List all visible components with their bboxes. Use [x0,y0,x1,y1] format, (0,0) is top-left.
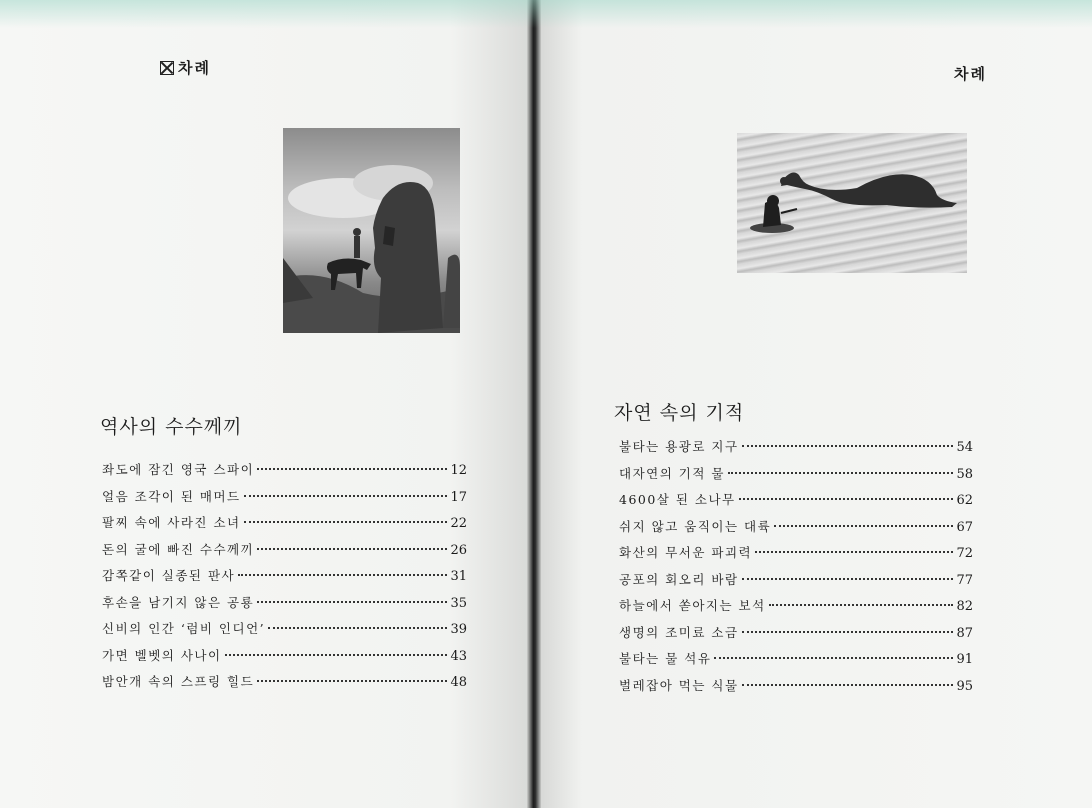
right-running-head: 차례 [954,65,987,83]
toc-leader-dots [739,498,954,500]
toc-entry-page: 72 [956,546,973,561]
toc-entry[interactable] [619,543,973,570]
toc-entry[interactable] [102,672,467,699]
toc-entry[interactable] [619,464,973,491]
toc-entry[interactable] [102,566,467,593]
swimming-camel-photo [737,133,967,273]
toc-leader-dots [742,631,954,633]
toc-entry[interactable] [102,593,467,620]
toc-entry[interactable] [619,570,973,597]
toc-leader-dots [769,604,954,606]
toc-entry-page: 95 [956,678,973,694]
right-section-title: 자연 속의 기적 [614,402,745,424]
toc-entry-page: 31 [450,569,467,584]
left-running-head [160,57,211,78]
toc-entry-title: 하늘에서 쏟아지는 보석 [619,598,766,613]
toc-entry-page: 77 [956,572,973,588]
toc-leader-dots [244,521,448,523]
toc-entry[interactable] [619,490,973,517]
toc-entry[interactable] [102,540,467,567]
ornament-icon [160,61,174,75]
toc-entry[interactable] [619,517,973,544]
toc-entry-page: 35 [450,595,467,611]
toc-entry-title: 돈의 굴에 빠진 수수께끼 [102,541,255,557]
toc-entry-title: 화산의 무서운 파괴력 [619,545,753,560]
toc-entry-title: 쉬지 않고 움직이는 대륙 [619,518,772,534]
toc-leader-dots [742,684,954,686]
toc-leader-dots [257,548,447,550]
toc-entry-title: 생명의 조미료 소금 [619,624,739,640]
toc-entry-title: 대자연의 기적 물 [619,465,725,481]
toc-entry-page: 87 [956,625,973,641]
toc-entry[interactable] [102,619,467,646]
toc-entry-title: 팔찌 속에 사라진 소녀 [102,515,241,530]
toc-entry-title: 4600살 된 소나무 [619,492,736,507]
toc-entry[interactable] [619,596,973,623]
left-section-title: 역사의 수수께끼 [100,416,243,438]
book-gutter [527,0,541,808]
toc-entry-page: 54 [956,440,973,455]
toc-entry[interactable] [102,513,467,540]
toc-entry-title: 밤안개 속의 스프링 힐드 [102,674,255,689]
toc-leader-dots [257,680,447,682]
toc-leader-dots [238,574,447,576]
toc-entry-title: 벌레잡아 먹는 식물 [619,677,739,693]
left-running-head-text: 차례 [178,59,211,77]
toc-entry-page: 82 [956,599,973,614]
toc-leader-dots [257,468,447,470]
toc-entry-title: 공포의 회오리 바람 [619,571,739,587]
toc-entry[interactable] [619,649,973,676]
toc-leader-dots [268,627,447,629]
toc-entry-page: 17 [450,489,467,505]
toc-leader-dots [244,495,448,497]
toc-leader-dots [742,578,954,580]
toc-leader-dots [742,445,954,447]
toc-leader-dots [225,654,448,656]
right-toc-list [619,437,973,702]
toc-entry-page: 12 [450,463,467,478]
toc-entry-title: 후손을 남기지 않은 공룡 [102,594,255,610]
toc-entry-page: 48 [450,675,467,690]
toc-entry-page: 39 [450,622,467,637]
left-toc-list [102,460,467,699]
toc-entry-title: 감쪽같이 실종된 판사 [102,568,236,583]
toc-entry[interactable] [102,460,467,487]
toc-entry[interactable] [619,623,973,650]
toc-leader-dots [728,472,953,474]
toc-entry-page: 22 [450,516,467,531]
toc-entry-page: 58 [956,466,973,482]
toc-leader-dots [755,551,953,553]
toc-leader-dots [714,657,953,659]
toc-entry[interactable] [619,437,973,464]
toc-entry-page: 67 [956,519,973,535]
toc-entry[interactable] [102,646,467,673]
toc-leader-dots [774,525,953,527]
toc-entry[interactable] [102,487,467,514]
toc-entry-page: 62 [956,493,973,508]
moai-statue-photo [283,128,460,333]
toc-entry-page: 43 [450,648,467,664]
toc-entry-page: 91 [956,652,973,667]
toc-entry-title: 가면 벨벳의 사나이 [102,647,222,663]
toc-entry-title: 신비의 인간 ‘럼비 인디언’ [102,621,266,636]
toc-entry-title: 얼음 조각이 된 매머드 [102,488,241,504]
toc-entry-title: 불타는 물 석유 [619,651,712,666]
toc-entry-title: 좌도에 잠긴 영국 스파이 [102,462,255,477]
toc-leader-dots [257,601,447,603]
toc-entry-page: 26 [450,542,467,558]
toc-entry[interactable] [619,676,973,703]
top-edge-tint [0,0,1092,28]
toc-entry-title: 불타는 용광로 지구 [619,439,739,454]
